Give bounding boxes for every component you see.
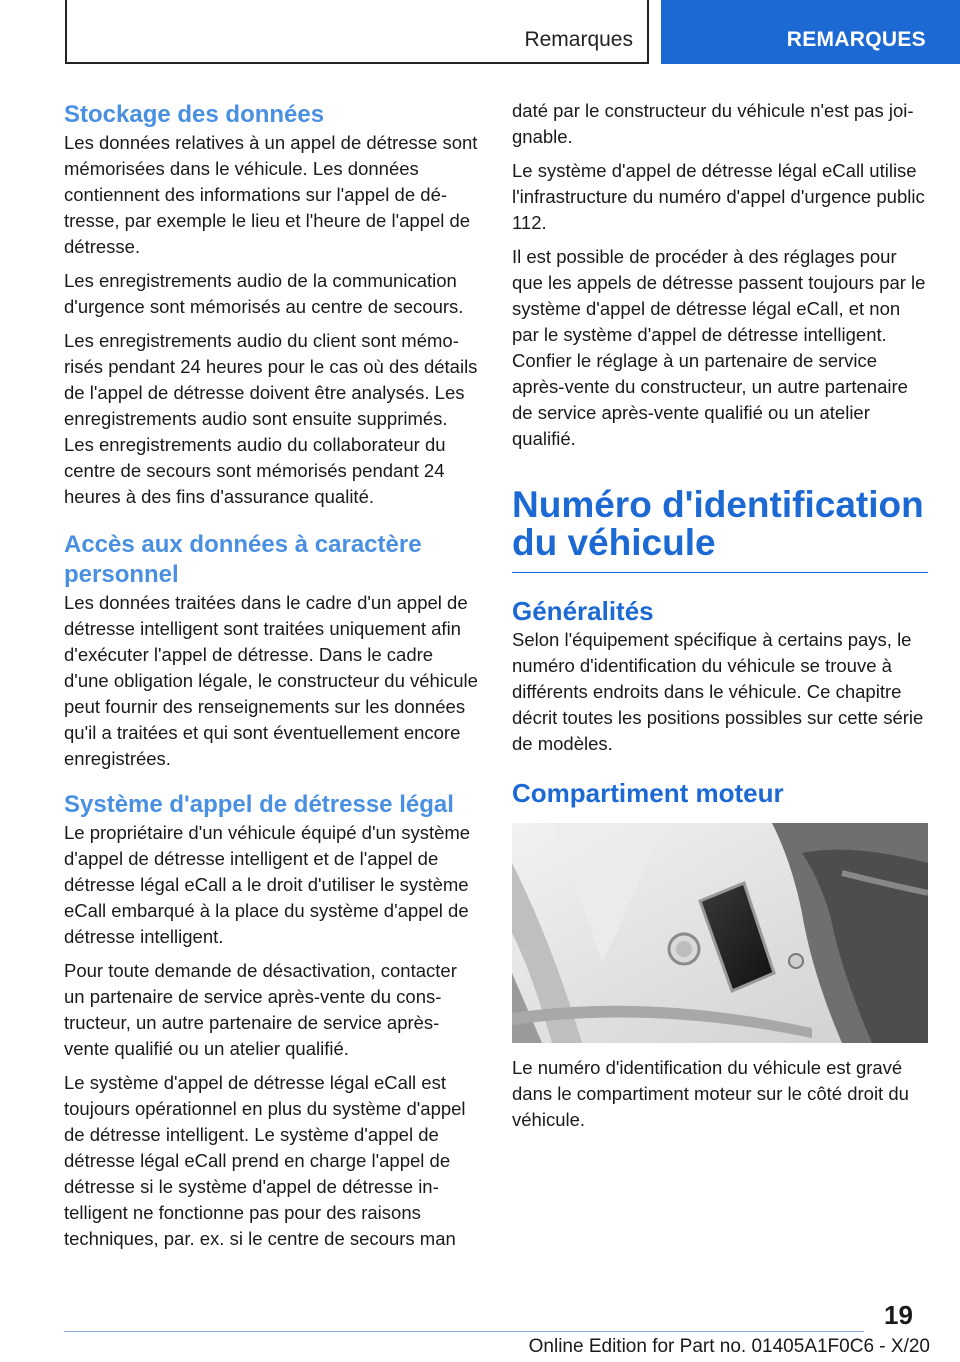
footer-divider	[64, 1331, 864, 1332]
left-column	[64, 100, 480, 1260]
paragraph: Les données relatives à un appel de détresse sont mémorisées dans le véhicule. Les données contiennent des informations sur l'appel de détresse, par exemple le lieu et l'heure de l'appel de détresse.	[64, 132, 478, 257]
section-title-personal-data: Accès aux données à caractère personnel	[64, 531, 422, 588]
section-title-engine-compartment: Compartiment moteur	[512, 778, 784, 808]
paragraph: Le numéro d'identification du véhicule est gravé dans le compartiment moteur sur le côté droit du véhicule.	[512, 1057, 909, 1130]
paragraph: Le système d'appel de détresse légal eCall utilise l'infrastructure du numéro d'appel d'urgence public 112.	[512, 160, 925, 233]
right-column	[512, 98, 928, 1141]
engine-compartment-photo	[512, 823, 928, 1043]
section-title-data-storage: Stockage des données	[64, 101, 325, 128]
paragraph: Les enregistrements audio de la communication d'urgence sont mémorisés au centre de secours.	[64, 270, 464, 317]
footer-edition: Online Edition for Part no. 01405A1F0C6 - X/20	[528, 1336, 930, 1357]
header-box	[65, 0, 649, 64]
paragraph: Les données traitées dans le cadre d'un appel de détresse intelligent sont traitées uniquement afin d'exécuter l'appel de détresse. Dans le cadre d'une obligation légale, le constructeur du véhicule peut fournir des renseignements sur les données qu'il a traitées et qui sont éventuellement encore enregistrées.	[64, 592, 478, 769]
paragraph: Pour toute demande de désactivation, contacter un partenaire de service après-vente du constructeur, un autre partenaire de service après-vente qualifié ou un atelier qualifié.	[64, 960, 457, 1059]
header-section-label: Remarques	[524, 28, 633, 51]
page-number: 19	[884, 1300, 913, 1330]
paragraph: Les enregistrements audio du client sont mémorisés pendant 24 heures pour le cas où des détails de l'appel de détresse doivent être analysés. Les enregistrements audio sont ensuite supprimés. Les enregistrements audio du collaborateur du centre de secours sont mémorisés pendant 24 heures à des fins d'assurance qualité.	[64, 330, 478, 507]
chapter-title-vin: Numéro d'identification du véhicule	[512, 486, 928, 573]
paragraph: Il est possible de procéder à des réglages pour que les appels de détresse passent toujours par le système d'appel de détresse légal eCall, et non par le système d'appel de détresse intelligent. Confier le réglage à un partenaire de service après-vente du constructeur, un autre partenaire de service après-vente qualifié ou un atelier qualifié.	[512, 246, 926, 449]
paragraph: Le système d'appel de détresse légal eCall est toujours opérationnel en plus du système d'appel de détresse intelligent. Le système d'appel de détresse légal eCall prend en charge l'appel de détresse si le système d'appel de détresse intelligent ne fonctionne pas pour des raisons techniques, par. ex. si le centre de secours man	[64, 1072, 466, 1249]
paragraph: Selon l'équipement spécifique à certains pays, le numéro d'identification du véhicule se trouve à différents endroits dans le véhicule. Ce chapitre décrit toutes les positions possibles sur cette série de modèles.	[512, 629, 924, 754]
header-chapter-tab	[661, 0, 960, 64]
header-chapter-label: REMARQUES	[786, 28, 926, 51]
paragraph: daté par le constructeur du véhicule n'est pas joignable.	[512, 100, 914, 147]
paragraph: Le propriétaire d'un véhicule équipé d'un système d'appel de détresse intelligent et de l'appel de détresse légal eCall a le droit d'utiliser le système eCall embarqué à la place du système d'appel de détresse intelligent.	[64, 822, 471, 947]
section-title-legal-ecall: Système d'appel de détresse légal	[64, 791, 454, 818]
section-title-general: Généralités	[512, 596, 654, 626]
